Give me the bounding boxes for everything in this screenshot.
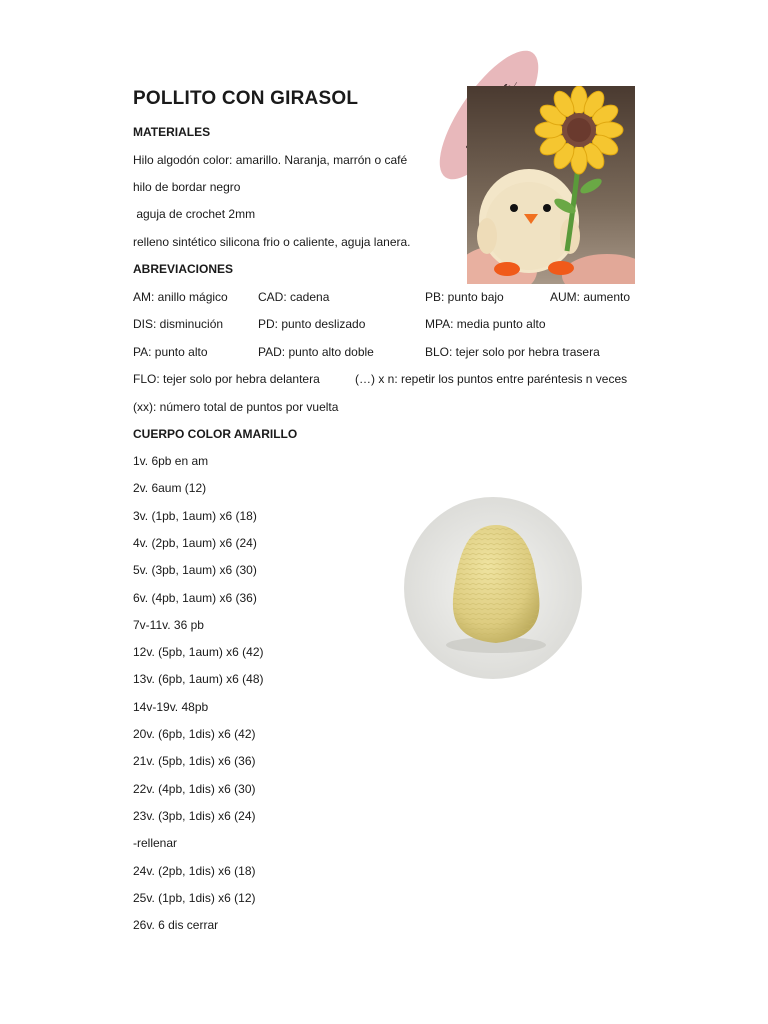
round-instruction: 2v. 6aum (12) (133, 481, 207, 495)
round-instruction: -rellenar (133, 836, 178, 850)
round-instruction: 24v. (2pb, 1dis) x6 (18) (133, 864, 256, 878)
abbreviations-heading: ABREVIACIONES (133, 262, 234, 276)
abbreviation: BLO: tejer solo por hebra trasera (425, 345, 600, 359)
abbreviation: PA: punto alto (133, 345, 208, 359)
abbreviation: AUM: aumento (550, 290, 631, 304)
abbreviation: PB: punto bajo (425, 290, 504, 304)
abbreviation: FLO: tejer solo por hebra delantera (133, 372, 320, 386)
abbreviation: (xx): número total de puntos por vuelta (133, 400, 339, 414)
round-instruction: 3v. (1pb, 1aum) x6 (18) (133, 509, 257, 523)
abbreviation: AM: anillo mágico (133, 290, 228, 304)
abbreviation: PAD: punto alto doble (258, 345, 374, 359)
round-instruction: 7v-11v. 36 pb (133, 618, 204, 632)
round-instruction: 20v. (6pb, 1dis) x6 (42) (133, 727, 256, 741)
body-heading: CUERPO COLOR AMARILLO (133, 427, 298, 441)
round-instruction: 14v-19v. 48pb (133, 700, 209, 714)
round-instruction: 4v. (2pb, 1aum) x6 (24) (133, 536, 257, 550)
round-instruction: 13v. (6pb, 1aum) x6 (48) (133, 672, 264, 686)
abbreviation: PD: punto deslizado (258, 317, 366, 331)
round-instruction: 22v. (4pb, 1dis) x6 (30) (133, 782, 256, 796)
materials-item: hilo de bordar negro (133, 180, 241, 194)
round-instruction: 21v. (5pb, 1dis) x6 (36) (133, 754, 256, 768)
materials-item: aguja de crochet 2mm (133, 207, 256, 221)
round-instruction: 6v. (4pb, 1aum) x6 (36) (133, 591, 257, 605)
materials-item: Hilo algodón color: amarillo. Naranja, marrón o café (133, 153, 408, 167)
round-instruction: 1v. 6pb en am (133, 454, 209, 468)
materials-item: relleno sintético silicona frio o caliente, aguja lanera. (133, 235, 411, 249)
page-title: POLLITO CON GIRASOL (133, 88, 359, 109)
chick-sunflower-photo (467, 86, 635, 284)
round-instruction: 23v. (3pb, 1dis) x6 (24) (133, 809, 256, 823)
crochet-body-photo (404, 497, 582, 679)
round-instruction: 12v. (5pb, 1aum) x6 (42) (133, 645, 264, 659)
round-instruction: 26v. 6 dis cerrar (133, 918, 219, 932)
materials-heading: MATERIALES (133, 125, 211, 139)
abbreviation: MPA: media punto alto (425, 317, 546, 331)
abbreviation: DIS: disminución (133, 317, 224, 331)
round-instruction: 25v. (1pb, 1dis) x6 (12) (133, 891, 256, 905)
round-instruction: 5v. (3pb, 1aum) x6 (30) (133, 563, 257, 577)
abbreviation: CAD: cadena (258, 290, 330, 304)
abbreviation: (…) x n: repetir los puntos entre paréntesis n veces (355, 372, 628, 386)
